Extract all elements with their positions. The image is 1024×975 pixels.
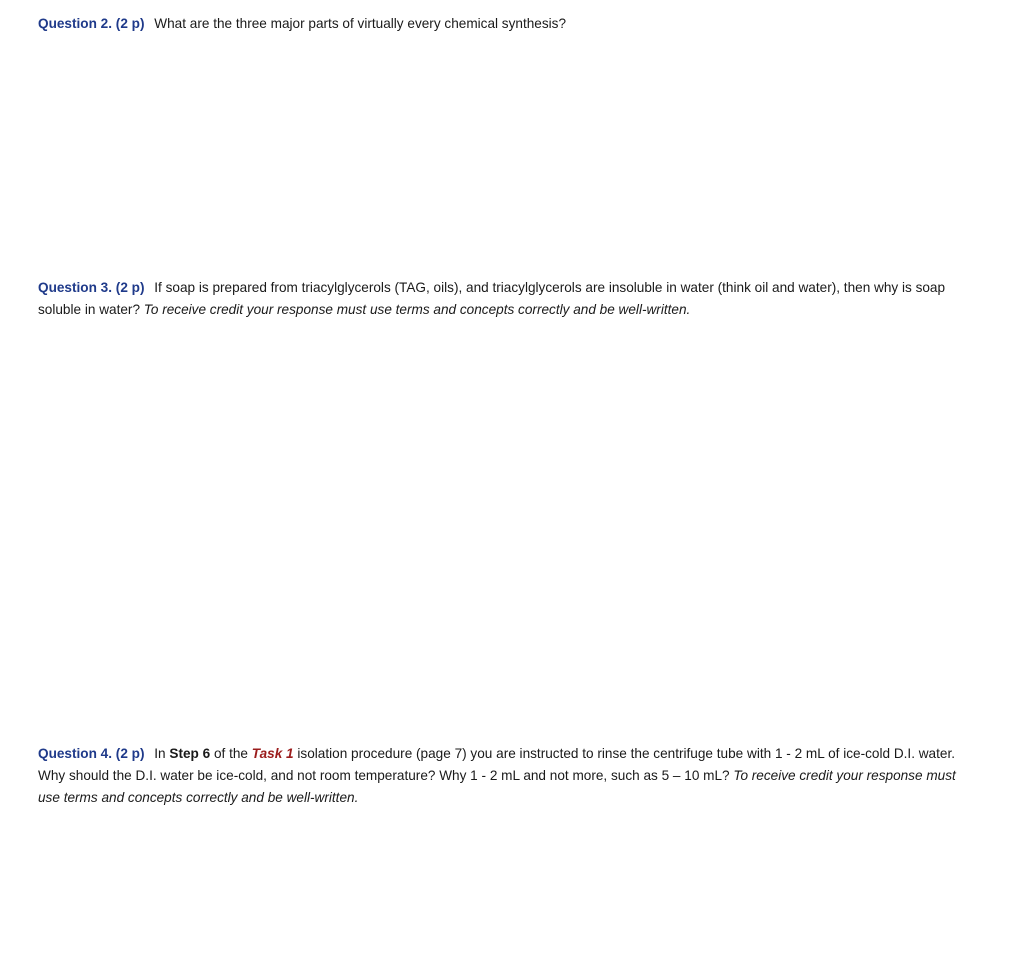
- question-4-label: Question 4. (2 p): [38, 746, 145, 761]
- question-3-label: Question 3. (2 p): [38, 280, 145, 295]
- question-4: [38, 743, 968, 809]
- question-4-step: Step 6: [169, 746, 211, 761]
- question-4-credit-note: To receive credit your response must use terms and concepts correctly and be well-written.: [38, 768, 956, 805]
- question-2-label: Question 2. (2 p): [38, 16, 145, 31]
- question-4-text-mid: of the: [210, 746, 252, 761]
- question-4-text-pre: In: [154, 746, 170, 761]
- question-4-task: Task 1: [251, 746, 294, 761]
- question-3: [38, 277, 968, 321]
- question-3-text: If soap is prepared from triacylglycerols (TAG, oils), and triacylglycerols are insoluble in water (think oil and water), then why is soap soluble in water?: [38, 280, 946, 317]
- question-3-credit-note: To receive credit your response must use terms and concepts correctly and be well-written.: [143, 302, 691, 317]
- question-2: [38, 13, 968, 35]
- question-4-text-post: isolation procedure (page 7) you are instructed to rinse the centrifuge tube with 1 - 2 mL of ice-cold D.I. water. Why should the D.I. water be ice-cold, and not room temperature? Why 1 - 2 mL and not more, such as 5 – 10 mL?: [38, 746, 956, 783]
- question-2-text: What are the three major parts of virtually every chemical synthesis?: [154, 16, 567, 31]
